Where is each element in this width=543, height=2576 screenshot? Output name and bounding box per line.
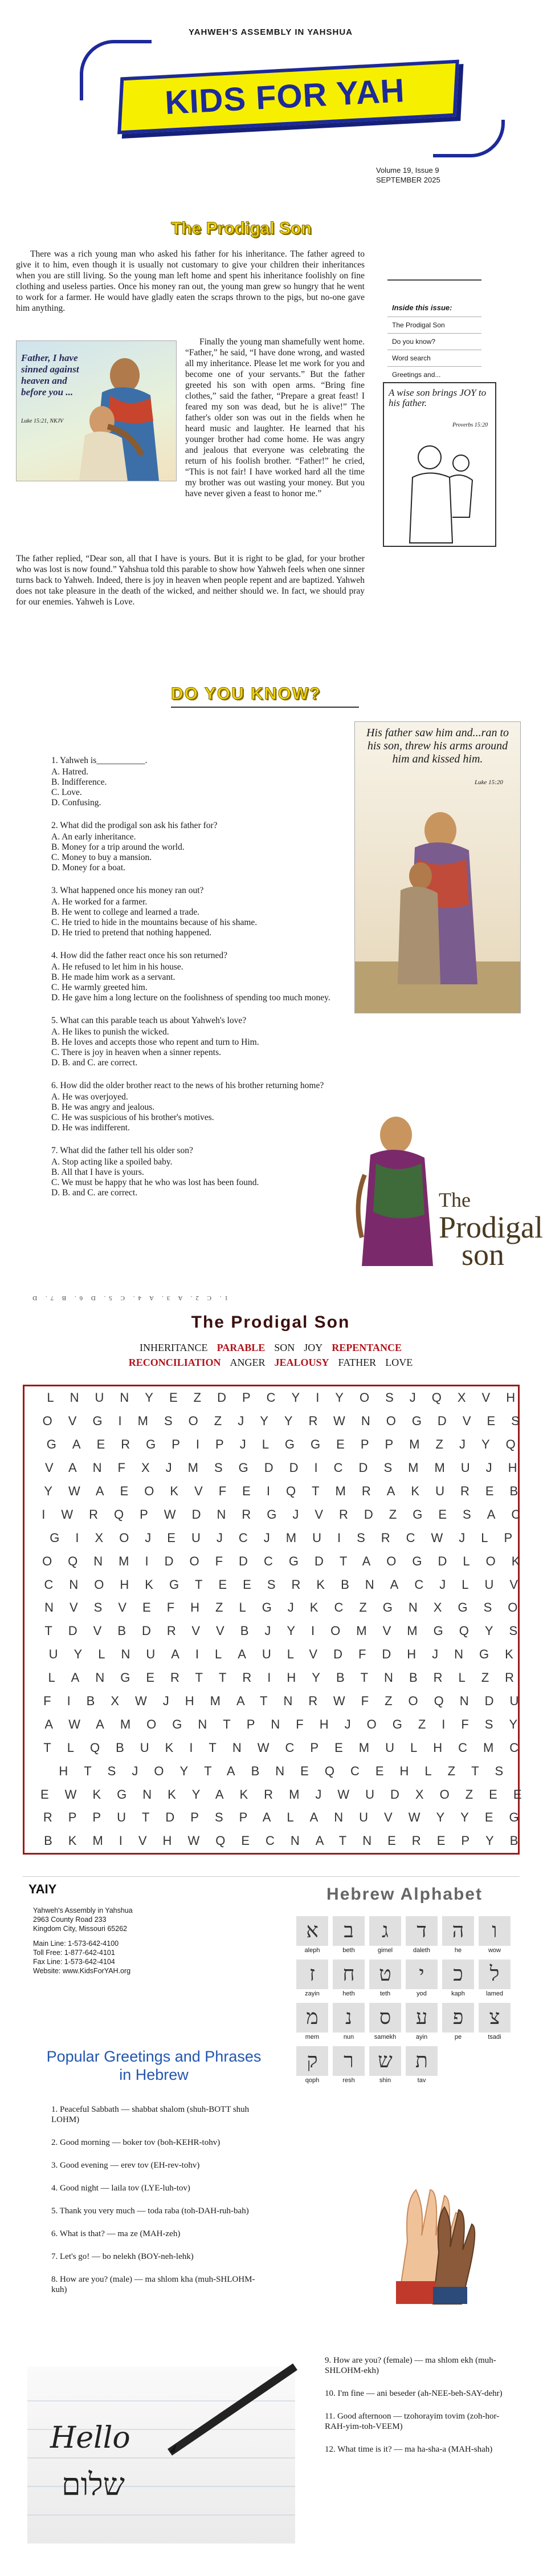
issue-info — [376, 165, 490, 185]
hebrew-letter-name: lamed — [486, 1990, 503, 1997]
issue-date: SEPTEMBER 2025 — [376, 176, 440, 184]
hello-hebrew: שלום — [62, 2467, 125, 2502]
hebrew-letter-tile — [369, 2046, 401, 2084]
phrase-item: 10. I'm fine — ani beseder (ah-NEE-beh-SAY-dehr) — [325, 2389, 503, 2398]
hebrew-letter-tile — [369, 1960, 401, 1997]
wordsearch-row-letters: LANGERTTRIHYBTNBRLZR — [48, 1670, 530, 1685]
hebrew-letter-tile — [296, 2046, 328, 2084]
wordsearch-row — [25, 1690, 538, 1713]
wordsearch-row — [25, 1713, 538, 1736]
phrases-list-right — [325, 2355, 513, 2467]
quiz-question — [51, 886, 348, 938]
wordsearch-row-letters: HTSJOYTABNEQCEHLZTS — [59, 1763, 520, 1778]
story-title: The Prodigal Son — [171, 219, 312, 238]
hebrew-letter: ש — [369, 2046, 401, 2076]
inside-item: Word search — [387, 350, 481, 366]
hebrew-letter-tile — [333, 1916, 365, 1954]
do-you-know-title: DO YOU KNOW? — [171, 684, 321, 703]
father-son-illustration — [16, 340, 177, 481]
wordsearch-row — [25, 1806, 538, 1829]
wordsearch-row-letters: YWAEOKVFEIQTMRAKUREB — [44, 1484, 534, 1498]
answer-option: D. Money for a boat. — [51, 863, 125, 873]
answer-option: B. He loves and accepts those who repent and turn to Him. — [51, 1037, 259, 1047]
quiz — [51, 756, 348, 1211]
wordsearch-row — [25, 1596, 538, 1620]
prodigal-label-line: son — [462, 1238, 505, 1272]
alphabet-row — [296, 1916, 518, 1954]
quiz-question — [51, 821, 348, 873]
hebrew-letter-name: shin — [379, 2077, 391, 2084]
hebrew-letter-name: pe — [454, 2034, 462, 2040]
father-child-drawing — [395, 437, 487, 543]
alphabet-row — [296, 1960, 518, 1997]
hebrew-letter-name: teth — [379, 1990, 391, 1997]
wordsearch-row — [25, 1433, 538, 1457]
hebrew-letter-tile — [406, 1916, 438, 1954]
contact-line: Main Line: 1-573-642-4100 — [33, 1940, 119, 1948]
quiz-question — [51, 1016, 348, 1068]
wordsearch-row-letters: UYLNUAILAULVDFDHJNGK — [48, 1647, 529, 1662]
answer-option: D. Confusing. — [51, 798, 101, 808]
volume-issue: Volume 19, Issue 9 — [376, 166, 439, 175]
wordsearch-word: INHERITANCE — [140, 1342, 208, 1353]
prodigal-label-line: Prodigal — [439, 1210, 543, 1244]
banner-swoosh-right — [433, 120, 505, 157]
answer-option: A. He was overjoyed. — [51, 1092, 128, 1102]
hebrew-letter-tile — [406, 2003, 438, 2040]
quiz-question — [51, 1146, 348, 1198]
phrase-item: 5. Thank you very much — toda raba (toh-DAH-ruh-bah) — [51, 2206, 249, 2216]
wordsearch-row — [25, 1503, 538, 1526]
hello-notebook-illustration — [27, 2367, 295, 2543]
wordsearch-row — [25, 1643, 538, 1666]
phrase-item: 4. Good night — laila tov (LYE-luh-tov) — [51, 2184, 190, 2193]
hebrew-letter-name: zayin — [305, 1990, 320, 1997]
hebrew-letter: מ — [296, 2003, 328, 2033]
wordsearch-word: SON — [274, 1342, 295, 1353]
answer-option: A. He likes to punish the wicked. — [51, 1027, 169, 1037]
wordsearch-row-letters: GIXOJEUJCJMUISRCWJLP — [50, 1530, 529, 1545]
hebrew-letter: ר — [333, 2046, 365, 2076]
hands-drawing — [376, 2167, 490, 2304]
hebrew-letter-name: gimel — [377, 1947, 393, 1954]
hebrew-letter-name: heth — [342, 1990, 355, 1997]
wordsearch-row — [25, 1526, 538, 1549]
contact-line: Toll Free: 1-877-642-4101 — [33, 1949, 115, 1957]
prodigal-label — [439, 1186, 543, 1272]
wordsearch-row — [25, 1620, 538, 1643]
answer-option: A. Stop acting like a spoiled baby. — [51, 1157, 173, 1167]
hello-english: Hello — [50, 2421, 130, 2455]
hebrew-letter: א — [296, 1916, 328, 1946]
phrase-item: 9. How are you? (female) — ma shlom ekh (muh-SHLOHM-ekh) — [325, 2356, 496, 2375]
hebrew-letter-tile — [479, 1960, 511, 1997]
hebrew-letter-name: daleth — [413, 1947, 430, 1954]
hebrew-alphabet-grid — [296, 1916, 518, 2090]
answer-option: B. He made him work as a servant. — [51, 972, 175, 982]
hebrew-letter: ט — [369, 1960, 401, 1989]
hebrew-letter-tile — [333, 2003, 365, 2040]
hebrew-letter: נ — [333, 2003, 365, 2033]
phrase-item: 12. What time is it? — ma ha-sha-a (MAH-shah) — [325, 2445, 493, 2454]
prodigal-son-illustration — [342, 1101, 543, 1272]
hebrew-letter: ל — [479, 1960, 511, 1989]
wordsearch-row — [25, 1549, 538, 1573]
hebrew-letter: ע — [406, 2003, 438, 2033]
proverb-ref: Proverbs 15:20 — [452, 422, 488, 428]
hebrew-letter-name: kaph — [451, 1990, 465, 1997]
wordsearch-row-letters: IWRQPWDNRGJVRDZGESAC — [42, 1507, 537, 1522]
hebrew-letter-tile — [479, 1916, 511, 1954]
answer-option: A. An early inheritance. — [51, 832, 136, 842]
wordsearch-row — [25, 1829, 538, 1853]
hebrew-letter: פ — [442, 2003, 474, 2033]
wordsearch-title: The Prodigal Son — [191, 1313, 350, 1332]
quiz-answers-upside-down: 1. C 2. A 3. A 4. C 5. D 6. B 7. D — [29, 1295, 228, 1301]
proverb-text: A wise son brings JOY to his father. — [389, 387, 487, 408]
wordsearch-row — [25, 1480, 538, 1503]
hebrew-letter-tile — [333, 1960, 365, 1997]
hebrew-letter-name: he — [454, 1947, 462, 1954]
phrase-item: 3. Good evening — erev tov (EH-rev-tohv) — [51, 2161, 200, 2170]
story-paragraph-1: There was a rich young man who asked his father for his inheritance. The father agreed to give it to him, even though it is usually not customary to give your children their inheritances when you are still living. So the young man left home and spent his inheritance foolishly on fine clothing and useless parties. Once his money ran out, the young man grew so hungry that he went to work for a farmer. He would have gladly eaten the scraps thrown to the pigs, but no-one gave him anything. — [16, 249, 365, 313]
hebrew-letter-name: yod — [417, 1990, 427, 1997]
phrase-item: 8. How are you? (male) — ma shlom kha (muh-SHLOHM-kuh) — [51, 2275, 255, 2294]
phrase-item: 1. Peaceful Sabbath — shabbat shalom (shuh-BOTT shuh LOHM) — [51, 2105, 250, 2124]
answer-option: B. He was angry and jealous. — [51, 1102, 155, 1112]
wordsearch-row-letters: EWKGNKYAKRMJWUDXOZEE — [40, 1787, 538, 1802]
contact-line: Kingdom City, Missouri 65262 — [33, 1925, 128, 1933]
answer-option: D. He was indifferent. — [51, 1123, 130, 1133]
wordsearch-word: ANGER — [230, 1357, 266, 1368]
hebrew-letter: ח — [333, 1960, 365, 1989]
wordsearch-row-letters: GAERGPIPJLGGEPPMZJYQ — [46, 1437, 532, 1452]
hebrew-letter-tile — [296, 1960, 328, 1997]
father-embrace-illustration — [354, 721, 521, 1013]
hebrew-letter: ס — [369, 2003, 401, 2033]
hebrew-letter: ז — [296, 1960, 328, 1989]
father-quote: Father, I have sinned against heaven and before you ... — [21, 352, 79, 397]
wordsearch-row — [25, 1573, 538, 1596]
hebrew-letter: י — [406, 1960, 438, 1989]
hebrew-letter: ה — [442, 1916, 474, 1946]
hebrew-letter-name: tav — [417, 2077, 426, 2084]
answer-option: B. All that I have is yours. — [51, 1167, 144, 1177]
wordsearch-word: PARABLE — [217, 1342, 266, 1353]
wordsearch-row-letters: TLQBUKITNWCPEMULHCMC — [43, 1740, 535, 1755]
inside-item: The Prodigal Son — [387, 317, 481, 333]
quiz-question — [51, 1081, 348, 1133]
hebrew-letter: ו — [479, 1916, 511, 1946]
contact-line: Website: www.KidsForYAH.org — [33, 1967, 131, 1975]
wordsearch-word: JEALOUSY — [274, 1357, 329, 1368]
inside-title: Inside this issue: — [392, 303, 452, 312]
contact-line: 2963 County Road 233 — [33, 1916, 107, 1924]
hebrew-letter-tile — [406, 1960, 438, 1997]
hebrew-letter-name: mem — [305, 2034, 320, 2040]
wordsearch-row-letters: BKMIVHWQECNATNEREPYB — [44, 1833, 534, 1848]
wordsearch-word: REPENTANCE — [332, 1342, 402, 1353]
quiz-question — [51, 756, 348, 808]
wordsearch-table — [25, 1386, 538, 1853]
phrase-item: 6. What is that? — ma ze (MAH-zeh) — [51, 2229, 181, 2238]
answer-option: A. He worked for a farmer. — [51, 897, 148, 907]
wordsearch-row — [25, 1783, 538, 1806]
hebrew-letter-tile — [479, 2003, 511, 2040]
newsletter-title: KIDS FOR YAH — [164, 72, 406, 121]
hebrew-letter-tile — [296, 2003, 328, 2040]
hebrew-letter-name: ayin — [415, 2034, 428, 2040]
hebrew-letter: כ — [442, 1960, 474, 1989]
hebrew-letter-tile — [296, 1916, 328, 1954]
wordsearch-row-letters: FIBXWJHMATNRWFZOQNDU — [43, 1694, 535, 1709]
org-header: YAHWEH'S ASSEMBLY IN YAHSHUA — [188, 27, 353, 37]
wordsearch-row — [25, 1736, 538, 1759]
hebrew-letter: ת — [406, 2046, 438, 2076]
wordsearch-row-letters: RPPUTDPSPALANUVWYYEG — [43, 1810, 535, 1825]
hebrew-letter-tile — [369, 1916, 401, 1954]
hebrew-letter-name: wow — [488, 1947, 501, 1954]
wordsearch-row-letters: NVSVEFHZLGJKCZGNXGSO — [44, 1600, 534, 1615]
contact-line: Fax Line: 1-573-642-4104 — [33, 1958, 115, 1966]
hebrew-letter-tile — [406, 2046, 438, 2084]
wordsearch-row-letters: AWAMOGNTPNFHJOGZIFSY — [44, 1717, 534, 1731]
hebrew-letter-name: nun — [343, 2034, 354, 2040]
alphabet-row — [296, 2046, 518, 2084]
inside-item: Greetings and... — [387, 366, 481, 383]
question-stem: 1. Yahweh is___________. — [51, 756, 148, 765]
question-stem: 4. How did the father react once his son returned? — [51, 951, 228, 960]
quiz-question — [51, 951, 348, 1003]
phrase-item: 11. Good afternoon — tzohorayim tovim (zoh-hor-RAH-yim-toh-VEEM) — [325, 2412, 500, 2431]
wordsearch-row — [25, 1457, 538, 1480]
hebrew-letter-tile — [442, 1916, 474, 1954]
notebook-drawing — [27, 2367, 295, 2543]
hebrew-letter-tile — [369, 2003, 401, 2040]
answer-option: D. B. and C. are correct. — [51, 1188, 138, 1198]
hebrew-letter-name: beth — [342, 1947, 355, 1954]
embrace-quote: His father saw him and...ran to his son, threw his arms around him and kissed him. — [366, 727, 509, 765]
wordsearch-word: RECONCILIATION — [128, 1357, 221, 1368]
embrace-ref: Luke 15:20 — [475, 779, 503, 786]
answer-option: C. Money to buy a mansion. — [51, 853, 152, 862]
phrase-item: 7. Let's go! — bo nelekh (BOY-neh-lehk) — [51, 2252, 194, 2261]
hebrew-letter: צ — [479, 2003, 511, 2033]
question-stem: 5. What can this parable teach us about Yahweh's love? — [51, 1016, 247, 1025]
wordsearch-grid — [23, 1385, 538, 1855]
embrace-drawing — [355, 790, 520, 1013]
answer-option: A. He refused to let him in his house. — [51, 962, 183, 972]
hebrew-letter-tile — [333, 2046, 365, 2084]
wordsearch-word: LOVE — [385, 1357, 413, 1368]
yaiy-logo: YAIY — [28, 1882, 57, 1896]
hebrew-letter: ג — [369, 1916, 401, 1946]
wordsearch-word: JOY — [304, 1342, 323, 1353]
alphabet-row — [296, 2003, 518, 2040]
wordsearch-row-letters: CNOHKGTEESRKBNACJLUV — [44, 1577, 534, 1592]
answer-option: C. We must be happy that he who was lost has been found. — [51, 1178, 259, 1187]
answer-option: B. He went to college and learned a trade. — [51, 907, 199, 917]
hebrew-letter: ב — [333, 1916, 365, 1946]
inside-item: Do you know? — [387, 333, 481, 350]
prodigal-label-line: The — [439, 1188, 471, 1211]
answer-option: C. He tried to hide in the mountains because of his shame. — [51, 918, 258, 927]
question-stem: 3. What happened once his money ran out? — [51, 886, 204, 895]
question-stem: 6. How did the older brother react to the news of his brother returning home? — [51, 1081, 324, 1090]
story-paragraph-3: The father replied, “Dear son, all that I have is yours. But it is right to be glad, for your brother who was lost is now found.” Yahshua told this parable to show how Yahweh feels when one sinner turns back to Yahweh. Indeed, there is joy in heaven when people repent and are baptized. Yahweh does not take pleasure in the death of the wicked, and neither should we. In fact, we should pray for our enemies. Yahweh is Love. — [16, 554, 365, 607]
wordsearch-row — [25, 1666, 538, 1690]
hebrew-letter-name: samekh — [374, 2034, 397, 2040]
proverb-card — [383, 382, 496, 547]
contact-line — [33, 1933, 133, 1939]
wordsearch-row-letters: VANFXJMSGDDICDSMMUJH — [44, 1461, 533, 1475]
answer-option: B. Money for a trip around the world. — [51, 842, 185, 852]
wordsearch-row — [25, 1410, 538, 1433]
wordsearch-row-letters: OVGIMSOZJYYRWNOGDVES — [42, 1414, 536, 1429]
phrase-item: 2. Good morning — boker tov (boh-KEHR-tohv) — [51, 2138, 221, 2147]
hebrew-letter-tile — [442, 2003, 474, 2040]
inside-this-issue — [387, 279, 481, 384]
hebrew-letter-name: tsadi — [488, 2034, 501, 2040]
hebrew-letter: ד — [406, 1916, 438, 1946]
answer-option: A. Hatred. — [51, 767, 88, 777]
answer-option: C. Love. — [51, 788, 82, 797]
question-stem: 7. What did the father tell his older son? — [51, 1146, 193, 1155]
answer-option: C. He was suspicious of his brother's motives. — [51, 1113, 214, 1122]
wordsearch-row-letters: LNUNYEZDPCYIYOSJQXVH — [47, 1390, 532, 1405]
father-quote-ref: Luke 15:21, NKJV — [21, 418, 64, 424]
answer-option: B. Indifference. — [51, 777, 107, 787]
hebrew-letter-name: qoph — [305, 2077, 320, 2084]
answer-option: D. He gave him a long lecture on the foolishness of spending too much money. — [51, 993, 330, 1003]
hebrew-letter-name: resh — [342, 2077, 355, 2084]
divider — [23, 1876, 520, 1877]
hands-waving-illustration — [376, 2167, 490, 2304]
wordsearch-word: FATHER — [338, 1357, 377, 1368]
wordsearch-row-letters: TDVBDRVVBJYIOMVMGQYS — [44, 1624, 534, 1638]
wordsearch-row — [25, 1759, 538, 1783]
hebrew-letter: ק — [296, 2046, 328, 2076]
phrases-title: Popular Greetings and Phrases in Hebrew — [46, 2048, 262, 2083]
question-stem: 2. What did the prodigal son ask his father for? — [51, 821, 218, 830]
answer-option: C. There is joy in heaven when a sinner repents. — [51, 1048, 222, 1057]
answer-option: D. B. and C. are correct. — [51, 1058, 138, 1068]
wordsearch-row-letters: OQNMIDOFDCGDTAOGDLOK — [42, 1553, 536, 1568]
wordsearch-row — [25, 1386, 538, 1410]
wordsearch-word-list — [51, 1340, 490, 1370]
hebrew-letter-name: aleph — [304, 1947, 320, 1954]
phrases-list-left — [51, 2104, 268, 2307]
contact-info — [33, 1906, 133, 1975]
hebrew-alphabet-title: Hebrew Alphabet — [326, 1885, 483, 1904]
hebrew-letter-tile — [442, 1960, 474, 1997]
contact-line: Yahweh's Assembly in Yahshua — [33, 1906, 133, 1914]
divider — [171, 707, 359, 708]
story-paragraph-2: Finally the young man shamefully went home. “Father,” he said, “I have done wrong, and wasted all my inheritance. Please let me work for you and become one of your servants.” But the father greeted his son with open arms. “Bring fine clothes,” said the father, “Prepare a great feast! I feared my son was dead, but he is alive!” The father's older son was out in the fields when he heard music and laughter. He learned that his younger brother had come home. He was angry and jealous that everyone was celebrating the return of his foolish brother. “Father!” he cried, “This is not fair! I have worked hard all the time my brother was out wasting your money. But you have never given a feast to honor me.” — [185, 337, 365, 498]
answer-option: D. He tried to pretend that nothing happened. — [51, 928, 212, 938]
answer-option: C. He warmly greeted him. — [51, 983, 148, 992]
